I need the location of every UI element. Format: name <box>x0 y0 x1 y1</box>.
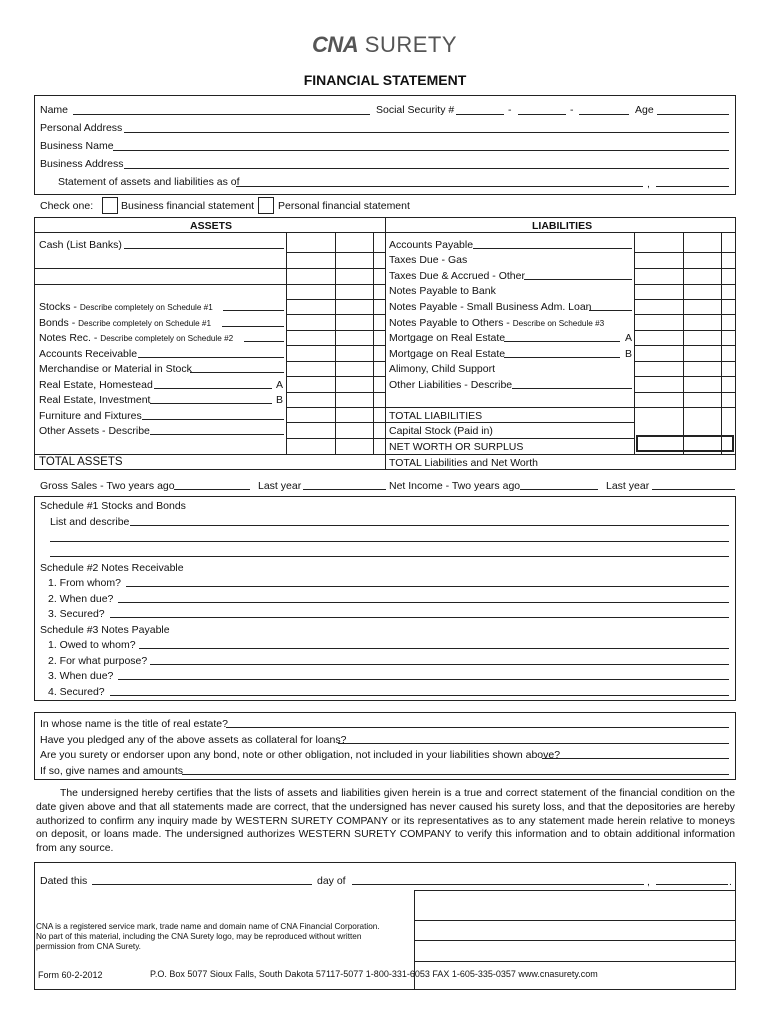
question-pledged-label: Have you pledged any of the above assets as collateral for loans? <box>40 734 347 746</box>
trademark-notice: CNA is a registered service mark, trade name and domain name of CNA Financial Corporation. No part of this material, including the CNA Surety logo, may be reproduced without written permission from CNA Surety. <box>36 922 380 951</box>
statement-year-field[interactable] <box>656 186 729 187</box>
total-liab-net-worth-label: TOTAL Liabilities and Net Worth <box>389 457 539 469</box>
asset-re-homestead-mark: A <box>276 379 284 391</box>
question-names-field[interactable] <box>182 774 729 775</box>
schedule-3-q2-label: 2. For what purpose? <box>48 655 148 667</box>
statement-comma: , <box>647 178 650 190</box>
question-title-field[interactable] <box>226 727 729 728</box>
net-income-last-year-label: Last year <box>606 480 650 492</box>
gross-sales-last-year-field[interactable] <box>303 489 386 490</box>
schedule-3-q2-field[interactable] <box>150 664 729 665</box>
question-title-label: In whose name is the title of real estate? <box>40 718 228 730</box>
schedule-1-line-1[interactable] <box>130 525 729 526</box>
liab-other-field[interactable] <box>512 388 632 389</box>
liab-notes-sba-label: Notes Payable - Small Business Adm. Loan <box>389 301 592 313</box>
capital-stock-label: Capital Stock (Paid in) <box>389 425 493 437</box>
liab-taxes-gas-label: Taxes Due - Gas <box>389 254 468 266</box>
liab-notes-sba-field[interactable] <box>589 310 632 311</box>
asset-bonds-field[interactable] <box>222 326 284 327</box>
personal-address-field[interactable] <box>124 132 729 133</box>
net-income-two-years-field[interactable] <box>520 489 598 490</box>
schedule-3-q4-label: 4. Secured? <box>48 686 105 698</box>
schedule-3-q3-label: 3. When due? <box>48 670 114 682</box>
asset-notes-rec-field[interactable] <box>244 341 284 342</box>
dated-year-field[interactable] <box>656 884 728 885</box>
liab-mortgage-a-mark: A <box>625 332 633 344</box>
asset-merchandise-field[interactable] <box>190 372 284 373</box>
schedule-3-q3-field[interactable] <box>118 679 729 680</box>
asset-bonds-label: Bonds - Describe completely on Schedule #1 <box>39 317 212 329</box>
form-number: Form 60-2-2012 <box>38 970 103 980</box>
schedule-1-line-3[interactable] <box>50 556 729 557</box>
asset-re-investment-field[interactable] <box>150 403 272 404</box>
dated-comma: , <box>647 876 650 888</box>
asset-other-field[interactable] <box>150 434 284 435</box>
business-statement-checkbox[interactable] <box>102 197 118 214</box>
gross-sales-last-year-label: Last year <box>258 480 302 492</box>
schedule-3-q1-field[interactable] <box>139 648 729 649</box>
liab-other-label: Other Liabilities - Describe <box>389 379 513 391</box>
schedule-1-title: Schedule #1 Stocks and Bonds <box>40 500 186 512</box>
schedule-2-q2-field[interactable] <box>118 602 729 603</box>
business-address-field[interactable] <box>124 168 729 169</box>
signature-line-1[interactable] <box>414 920 736 921</box>
liab-mortgage-b-label: Mortgage on Real Estate <box>389 348 506 360</box>
schedule-2-q1-label: 1. From whom? <box>48 577 121 589</box>
ssn-field-1[interactable] <box>456 114 504 115</box>
gross-sales-two-years-field[interactable] <box>174 489 250 490</box>
asset-re-investment-label: Real Estate, Investment <box>39 394 151 406</box>
assets-header: ASSETS <box>190 220 233 232</box>
schedule-3-title: Schedule #3 Notes Payable <box>40 624 170 636</box>
asset-furniture-label: Furniture and Fixtures <box>39 410 142 422</box>
ssn-dash-1: - <box>508 104 512 116</box>
total-assets-label: TOTAL ASSETS <box>39 456 123 468</box>
statement-date-label: Statement of assets and liabilities as of <box>58 176 240 188</box>
schedule-3-q4-field[interactable] <box>110 695 729 696</box>
schedule-2-q2-label: 2. When due? <box>48 593 114 605</box>
asset-re-homestead-field[interactable] <box>154 388 272 389</box>
liab-mortgage-a-field[interactable] <box>504 341 620 342</box>
liab-accounts-payable-field[interactable] <box>473 248 632 249</box>
day-of-label: day of <box>317 875 346 887</box>
schedule-1-list-label: List and describe <box>50 516 130 528</box>
net-worth-label: NET WORTH OR SURPLUS <box>389 441 524 453</box>
certification-text: The undersigned hereby certifies that the lists of assets and liabilities given herein is a true and correct statement of the financial condition on the date given above and that all statements made are correct, that the undersigned has never caused his surety loss, and that the depositories are hereby authorized to confirm any inquiry made by WESTERN SURETY COMPANY or its representatives as to any statement made herein relative to moneys on deposit, or loans made. The undersigned authorizes WESTERN SURETY COMPANY to verify this information and to obtain additional information from any source. <box>36 788 735 855</box>
liab-mortgage-a-label: Mortgage on Real Estate <box>389 332 506 344</box>
schedule-2-q1-field[interactable] <box>126 586 729 587</box>
check-one-label: Check one: <box>40 200 94 212</box>
liab-mortgage-b-mark: B <box>625 348 633 360</box>
name-label: Name <box>40 104 69 116</box>
liab-accounts-payable-label: Accounts Payable <box>389 239 474 251</box>
schedule-3-q1-label: 1. Owed to whom? <box>48 639 136 651</box>
signature-line-2[interactable] <box>414 940 736 941</box>
dated-month-field[interactable] <box>352 884 644 885</box>
cna-surety-logo <box>312 32 457 58</box>
personal-statement-checkbox[interactable] <box>258 197 274 214</box>
page-title: FINANCIAL STATEMENT <box>303 72 467 88</box>
age-label: Age <box>635 104 654 116</box>
logo-brand: CNA <box>312 32 359 57</box>
business-statement-label: Business financial statement <box>121 200 255 212</box>
asset-accounts-receivable-field[interactable] <box>138 357 284 358</box>
liab-taxes-accrued-label: Taxes Due & Accrued - Other <box>389 270 525 282</box>
net-income-last-year-field[interactable] <box>652 489 735 490</box>
net-income-label: Net Income - Two years ago <box>389 480 521 492</box>
liabilities-header: LIABILITIES <box>532 220 593 232</box>
dated-day-field[interactable] <box>92 884 312 885</box>
personal-address-label: Personal Address <box>40 122 123 134</box>
schedule-2-q3-field[interactable] <box>110 617 729 618</box>
asset-merchandise-label: Merchandise or Material in Stock <box>39 363 192 375</box>
asset-cash-label: Cash (List Banks) <box>39 239 122 251</box>
asset-cash-field[interactable] <box>124 248 284 249</box>
ssn-dash-2: - <box>570 104 574 116</box>
liab-notes-others-label: Notes Payable to Others - Describe on Schedule #3 <box>389 317 605 329</box>
ssn-label: Social Security # <box>376 104 455 116</box>
net-worth-total-box[interactable] <box>636 435 734 452</box>
liab-mortgage-b-field[interactable] <box>504 357 620 358</box>
ssn-field-2[interactable] <box>518 114 566 115</box>
dated-period: . <box>729 876 732 888</box>
age-field[interactable] <box>657 114 729 115</box>
name-field[interactable] <box>73 114 370 115</box>
asset-re-homestead-label: Real Estate, Homestead <box>39 379 153 391</box>
asset-furniture-field[interactable] <box>142 419 284 420</box>
question-surety-field[interactable] <box>542 758 729 759</box>
schedule-2-title: Schedule #2 Notes Receivable <box>40 562 184 574</box>
business-name-field[interactable] <box>113 150 729 151</box>
liab-notes-bank-label: Notes Payable to Bank <box>389 285 496 297</box>
question-surety-label: Are you surety or endorser upon any bond, note or other obligation, not included in your liabilities shown above? <box>40 749 561 761</box>
question-names-label: If so, give names and amounts <box>40 765 183 777</box>
logo-word: SURETY <box>364 32 458 57</box>
dated-this-label: Dated this <box>40 875 88 887</box>
ssn-field-3[interactable] <box>579 114 629 115</box>
liab-taxes-accrued-field[interactable] <box>524 279 632 280</box>
signature-line-3[interactable] <box>414 961 736 962</box>
business-address-label: Business Address <box>40 158 124 170</box>
total-liabilities-label: TOTAL LIABILITIES <box>389 410 483 422</box>
asset-notes-rec-label: Notes Rec. - Describe completely on Schedule #2 <box>39 332 234 344</box>
asset-stocks-label: Stocks - Describe completely on Schedule #1 <box>39 301 213 313</box>
schedule-2-q3-label: 3. Secured? <box>48 608 105 620</box>
company-contact: P.O. Box 5077 Sioux Falls, South Dakota 57117-5077 1-800-331-6053 FAX 1-605-335-0357 www.cnasurety.com <box>150 969 598 979</box>
asset-stocks-field[interactable] <box>223 310 284 311</box>
asset-other-label: Other Assets - Describe <box>39 425 150 437</box>
schedules-section <box>34 496 736 701</box>
personal-statement-label: Personal financial statement <box>278 200 410 212</box>
liab-alimony-label: Alimony, Child Support <box>389 363 496 375</box>
gross-sales-label: Gross Sales - Two years ago <box>40 480 175 492</box>
asset-accounts-receivable-label: Accounts Receivable <box>39 348 138 360</box>
statement-date-field[interactable] <box>236 186 643 187</box>
asset-re-investment-mark: B <box>276 394 284 406</box>
schedule-1-line-2[interactable] <box>50 541 729 542</box>
business-name-label: Business Name <box>40 140 114 152</box>
question-pledged-field[interactable] <box>338 743 729 744</box>
